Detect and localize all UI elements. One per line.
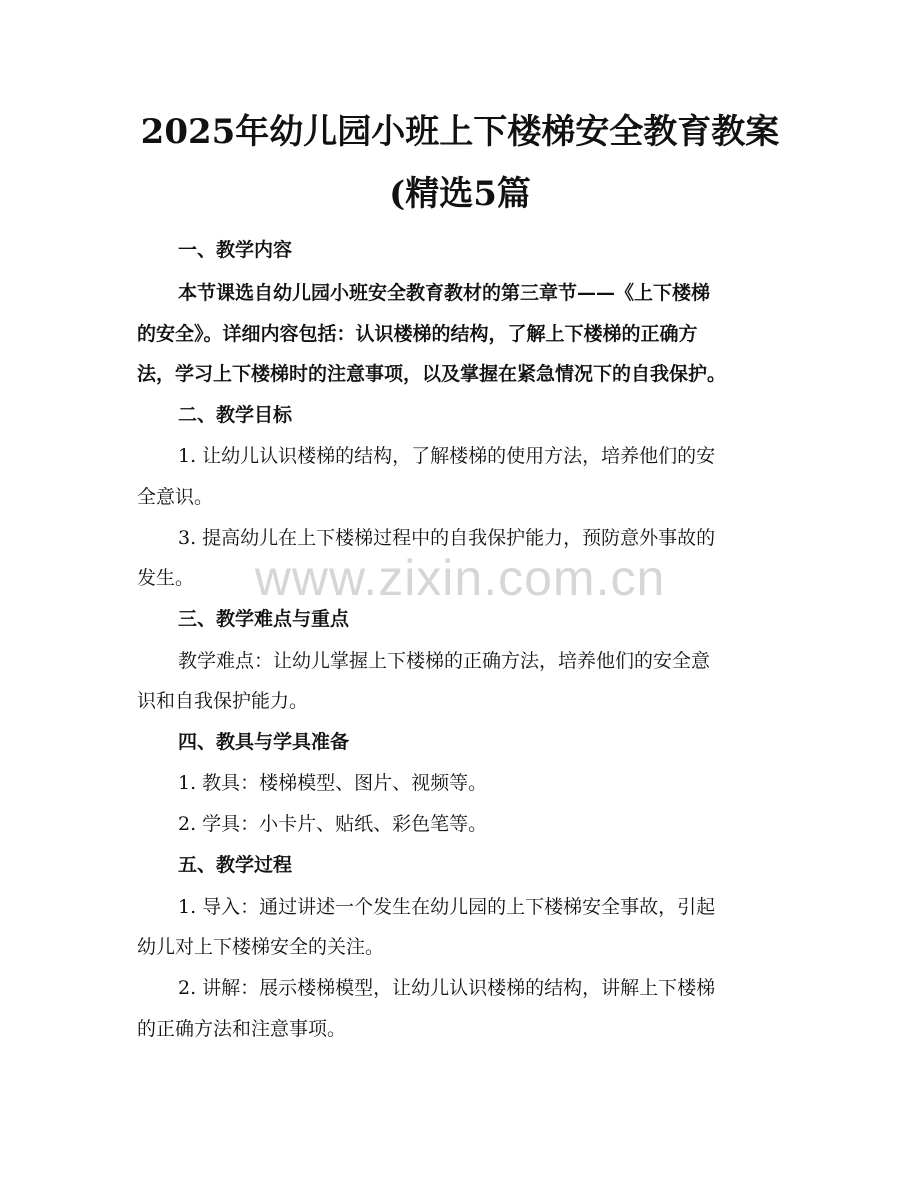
section-heading-teaching-process: 五、教学过程: [178, 854, 293, 876]
section-heading-teaching-goals: 二、教学目标: [178, 404, 293, 426]
section-heading-materials: 四、教具与学具准备: [178, 731, 350, 753]
paragraph-line: 法，学习上下楼梯时的注意事项，以及掌握在紧急情况下的自我保护。: [137, 363, 727, 385]
section-heading-difficulties: 三、教学难点与重点: [178, 608, 350, 630]
list-item-line: 1. 导入：通过讲述一个发生在幼儿园的上下楼梯安全事故，引起: [178, 896, 716, 918]
list-item: 1. 教具：楼梯模型、图片、视频等。: [178, 772, 488, 794]
document-title-line-2: (精选5篇: [389, 174, 531, 214]
list-item-line: 2. 讲解：展示楼梯模型，让幼儿认识楼梯的结构，讲解上下楼梯: [178, 977, 716, 999]
paragraph-line: 本节课选自幼儿园小班安全教育教材的第三章节——《上下楼梯: [178, 282, 711, 304]
list-item-line: 幼儿对上下楼梯安全的关注。: [137, 936, 385, 958]
paragraph-line: 识和自我保护能力。: [137, 690, 309, 712]
list-item-line: 3. 提高幼儿在上下楼梯过程中的自我保护能力，预防意外事故的: [178, 527, 716, 549]
list-item-line: 1. 让幼儿认识楼梯的结构，了解楼梯的使用方法，培养他们的安: [178, 445, 716, 467]
paragraph-line: 的安全》。详细内容包括：认识楼梯的结构，了解上下楼梯的正确方: [137, 323, 698, 345]
list-item-line: 的正确方法和注意事项。: [137, 1018, 347, 1040]
watermark-text: www.zixin.com.cn: [254, 550, 666, 606]
paragraph-line: 教学难点：让幼儿掌握上下楼梯的正确方法，培养他们的安全意: [178, 650, 711, 672]
list-item-line: 全意识。: [137, 486, 214, 508]
list-item-line: 发生。: [137, 567, 195, 589]
list-item: 2. 学具：小卡片、贴纸、彩色笔等。: [178, 813, 488, 835]
section-heading-teaching-content: 一、教学内容: [178, 239, 293, 261]
document-title-line-1: 2025年幼儿园小班上下楼梯安全教育教案: [140, 112, 780, 152]
